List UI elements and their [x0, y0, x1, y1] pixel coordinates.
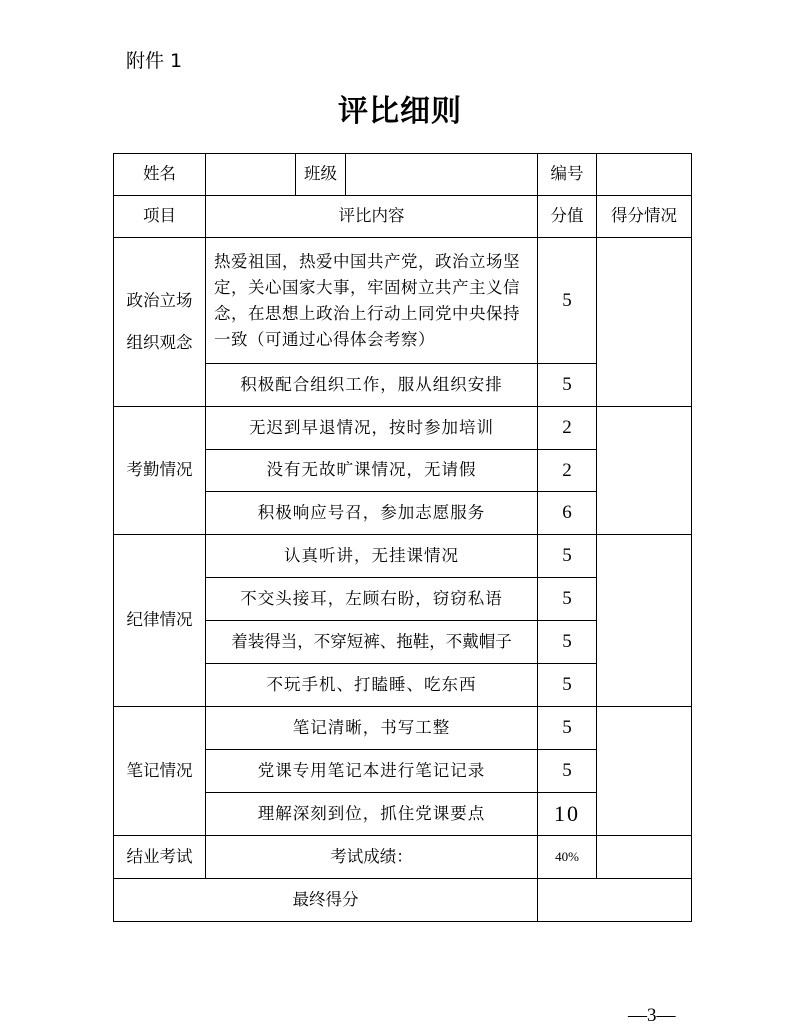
- category-cell-exam: 结业考试: [114, 836, 206, 879]
- score-cell[interactable]: [597, 707, 692, 836]
- table-row: [114, 238, 692, 364]
- evaluation-table: [113, 153, 692, 922]
- content-cell: 着装得当，不穿短裤、拖鞋，不戴帽子: [206, 621, 538, 664]
- exam-points-cell: 40%: [538, 836, 597, 879]
- name-value-cell[interactable]: [206, 154, 296, 196]
- final-score-row: [114, 879, 692, 922]
- class-label: 班级: [296, 154, 346, 196]
- content-cell: 不交头接耳，左顾右盼，窃窃私语: [206, 578, 538, 621]
- points-cell: 6: [538, 492, 597, 535]
- content-cell: 没有无故旷课情况，无请假: [206, 450, 538, 492]
- points-cell: 5: [538, 535, 597, 578]
- name-label: 姓名: [114, 154, 206, 196]
- points-cell: 5: [538, 621, 597, 664]
- score-cell[interactable]: [597, 238, 692, 407]
- content-cell: 热爱祖国，热爱中国共产党，政治立场坚定，关心国家大事，牢固树立共产主义信念，在思想上政治上行动上同党中央保持一致（可通过心得体会考察）: [206, 238, 538, 364]
- points-cell: 5: [538, 664, 597, 707]
- content-cell: 理解深刻到位，抓住党课要点: [206, 793, 538, 836]
- table-row: [114, 836, 692, 879]
- document-title: 评比细则: [338, 94, 462, 129]
- points-cell: 2: [538, 450, 597, 492]
- content-cell: 认真听讲，无挂课情况: [206, 535, 538, 578]
- content-cell: 积极配合组织工作，服从组织安排: [206, 364, 538, 407]
- info-row: [114, 154, 692, 196]
- points-cell: 5: [538, 238, 597, 364]
- table-row: [114, 535, 692, 578]
- header-points: 分值: [538, 196, 597, 238]
- points-cell: 2: [538, 407, 597, 450]
- category-label: 组织观念: [126, 333, 193, 352]
- points-cell: 5: [538, 364, 597, 407]
- score-cell[interactable]: [597, 535, 692, 707]
- column-header-row: [114, 196, 692, 238]
- score-cell[interactable]: [597, 836, 692, 879]
- class-value-cell[interactable]: [346, 154, 538, 196]
- score-cell[interactable]: [597, 407, 692, 535]
- content-cell: 笔记清晰，书写工整: [206, 707, 538, 750]
- id-label: 编号: [538, 154, 597, 196]
- content-cell: 党课专用笔记本进行笔记记录: [206, 750, 538, 793]
- content-cell: 不玩手机、打瞌睡、吃东西: [206, 664, 538, 707]
- attachment-label: 附件 1: [126, 50, 183, 72]
- category-cell-discipline: 纪律情况: [114, 535, 206, 707]
- points-cell: 5: [538, 707, 597, 750]
- points-cell: 5: [538, 578, 597, 621]
- final-score-label: 最终得分: [114, 879, 538, 922]
- category-cell-politics: [114, 238, 206, 407]
- category-label: 政治立场: [126, 291, 193, 310]
- exam-content-cell: 考试成绩：: [206, 836, 538, 879]
- id-value-cell[interactable]: [597, 154, 692, 196]
- final-score-cell[interactable]: [538, 879, 692, 922]
- table-row: [114, 407, 692, 450]
- header-content: 评比内容: [206, 196, 538, 238]
- table-row: [114, 707, 692, 750]
- header-item: 项目: [114, 196, 206, 238]
- points-cell: 10: [538, 793, 597, 836]
- category-cell-attendance: 考勤情况: [114, 407, 206, 535]
- category-cell-notes: 笔记情况: [114, 707, 206, 836]
- content-cell: 无迟到早退情况，按时参加培训: [206, 407, 538, 450]
- content-cell: 积极响应号召，参加志愿服务: [206, 492, 538, 535]
- page-number: —3—: [628, 1005, 676, 1026]
- header-score: 得分情况: [597, 196, 692, 238]
- points-cell: 5: [538, 750, 597, 793]
